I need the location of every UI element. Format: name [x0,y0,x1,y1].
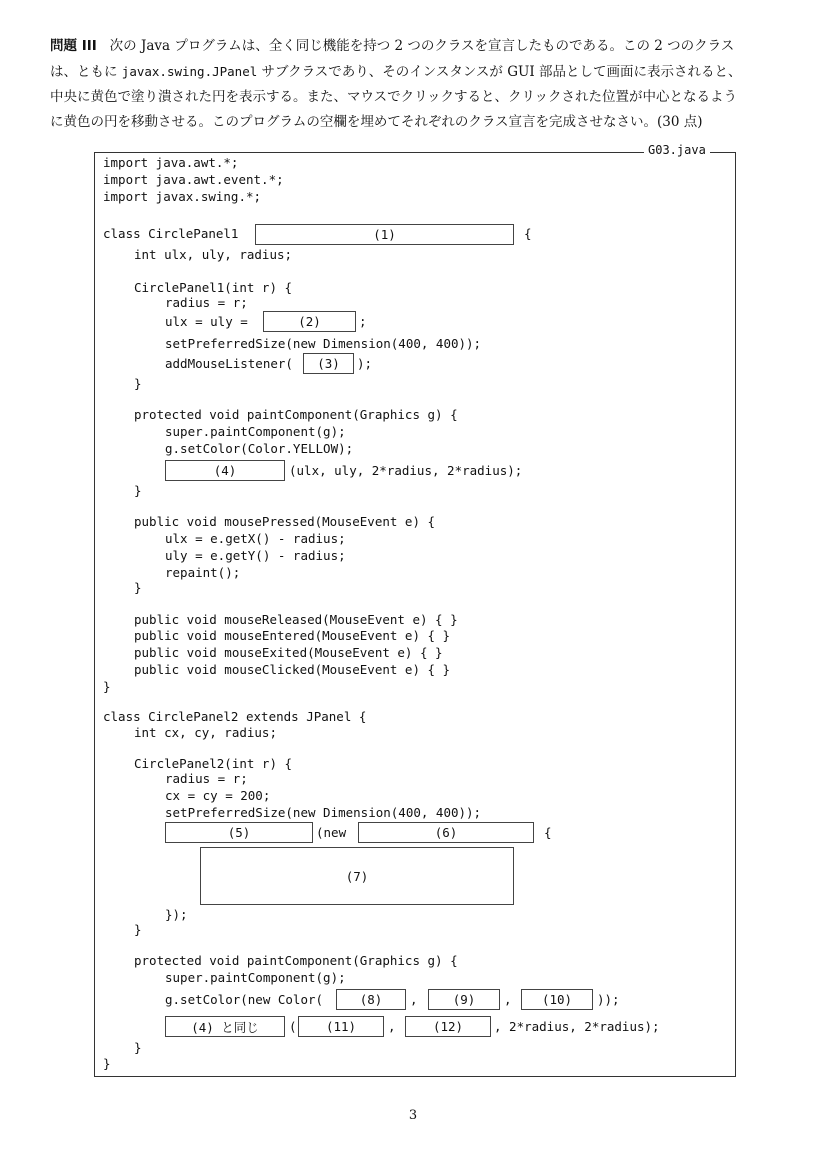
blank-4: (4) [165,460,285,481]
code-line: } [103,1056,111,1071]
blank-6: (6) [358,822,534,843]
blank-3: (3) [303,353,354,374]
code-line: public void mouseExited(MouseEvent e) { } [134,645,443,660]
code-line: } [134,376,142,391]
code-line: g.setColor(Color.YELLOW); [165,441,354,456]
code-line: public void mousePressed(MouseEvent e) { [134,514,436,529]
file-name: G03.java [644,142,710,158]
blank-12: (12) [405,1016,491,1037]
code-line: import java.awt.event.*; [103,172,284,187]
question-line-4: に黄色の円を移動させる。このプログラムの空欄を埋めてそれぞれのクラス宣言を完成させなさい。(30 点) [50,114,703,130]
question-text-2a: は、ともに [50,64,122,80]
code-line: }); [165,907,188,922]
blank-8: (8) [336,989,406,1010]
question-line-1 [50,34,780,59]
question-line-2 [50,59,780,85]
question-line-3: 中央に黄色で塗り潰された円を表示する。また、マウスでクリックすると、クリックされた位置が中心となるよう [50,89,738,105]
code-line: CirclePanel2(int r) { [134,756,293,771]
question-text [50,34,780,135]
code-line: { [524,226,532,241]
code-line: setPreferredSize(new Dimension(400, 400)); [165,805,482,820]
blank-1: (1) [255,224,514,245]
code-line: int ulx, uly, radius; [134,247,293,262]
code-line: ( [289,1019,297,1034]
code-line: ulx = uly = [165,314,248,329]
code-line: ; [359,314,367,329]
code-line: } [134,1040,142,1055]
inline-code: javax.swing.JPanel [121,64,258,79]
code-line: } [134,922,142,937]
code-line: )); [597,992,620,1007]
code-line: , [388,1019,396,1034]
code-line: import java.awt.*; [103,155,239,170]
blank-2: (2) [263,311,356,332]
code-line: protected void paintComponent(Graphics g) { [134,953,458,968]
question-text-2b: サブクラスであり、そのインスタンスが GUI 部品として画面に表示されると、 [257,64,742,80]
code-line: import javax.swing.*; [103,189,262,204]
code-line: super.paintComponent(g); [165,424,346,439]
code-line: super.paintComponent(g); [165,970,346,985]
page-number: 3 [408,1108,418,1123]
code-line: } [134,580,142,595]
code-line: class CirclePanel1 [103,226,239,241]
blank-9: (9) [428,989,500,1010]
code-line: ulx = e.getX() - radius; [165,531,346,546]
code-line: (new [316,825,347,840]
code-line: addMouseListener( [165,356,293,371]
code-line: , 2*radius, 2*radius); [494,1019,660,1034]
code-line: ); [357,356,373,371]
code-line: setPreferredSize(new Dimension(400, 400)); [165,336,482,351]
code-line: protected void paintComponent(Graphics g) { [134,407,458,422]
question-text-1: 次の Java プログラムは、全く同じ機能を持つ 2 つのクラスを宣言したものである。この 2 つのクラス [109,38,735,54]
code-line: } [103,679,111,694]
code-line: g.setColor(new Color( [165,992,324,1007]
code-line: uly = e.getY() - radius; [165,548,346,563]
code-line: public void mouseEntered(MouseEvent e) { } [134,628,451,643]
code-line: class CirclePanel2 extends JPanel { [103,709,367,724]
code-line: cx = cy = 200; [165,788,271,803]
code-line: } [134,483,142,498]
code-line: int cx, cy, radius; [134,725,277,740]
code-line: radius = r; [165,771,248,786]
code-line: repaint(); [165,565,241,580]
blank-4-same: (4) と同じ [165,1016,285,1037]
blank-5: (5) [165,822,313,843]
blank-11: (11) [298,1016,384,1037]
code-line: public void mouseReleased(MouseEvent e) { } [134,612,458,627]
blank-10: (10) [521,989,593,1010]
code-line: CirclePanel1(int r) { [134,280,293,295]
code-line: , [410,992,418,1007]
code-line: public void mouseClicked(MouseEvent e) { } [134,662,451,677]
code-line: radius = r; [165,295,248,310]
code-line: , [504,992,512,1007]
code-line: { [544,825,552,840]
question-label: 問題 III [50,38,97,54]
blank-7: (7) [200,847,514,905]
code-line: (ulx, uly, 2*radius, 2*radius); [289,463,523,478]
